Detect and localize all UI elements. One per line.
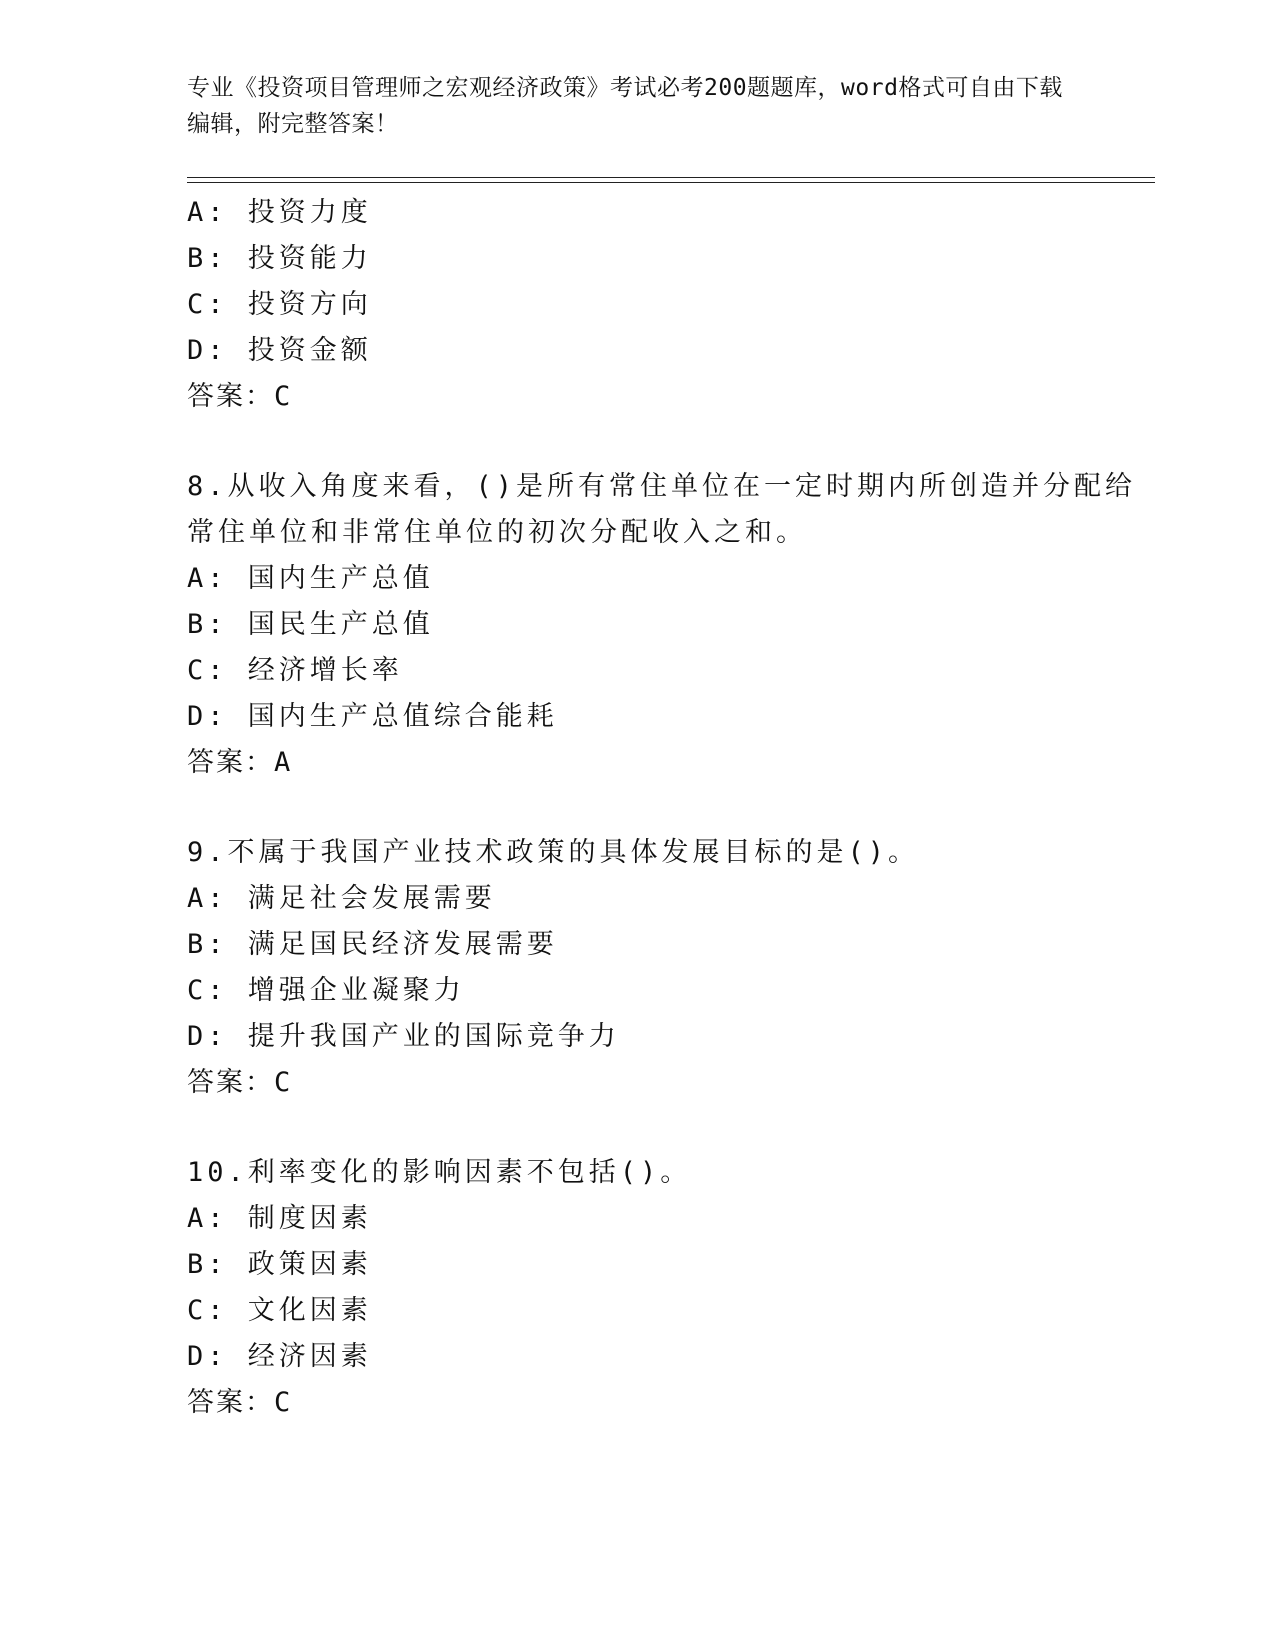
option-d: D: 提升我国产业的国际竞争力 bbox=[187, 1021, 620, 1052]
answer-value: C bbox=[274, 1067, 291, 1098]
option-a: A: 投资力度 bbox=[187, 197, 372, 228]
option-a: A: 满足社会发展需要 bbox=[187, 883, 496, 914]
option-a: A: 制度因素 bbox=[187, 1203, 372, 1234]
answer-label: 答案： bbox=[187, 1067, 274, 1098]
option-c: C: 增强企业凝聚力 bbox=[187, 975, 465, 1006]
answer-value: A bbox=[274, 747, 291, 778]
answer-line bbox=[187, 374, 1087, 420]
question-stem-line-1: 8.从收入角度来看，()是所有常住单位在一定时期内所创造并分配给 bbox=[187, 471, 1137, 502]
option-a: A: 国内生产总值 bbox=[187, 563, 434, 594]
answer-value: C bbox=[274, 1387, 291, 1418]
option-b: B: 国民生产总值 bbox=[187, 609, 434, 640]
option-b: B: 政策因素 bbox=[187, 1249, 372, 1280]
answer-label: 答案： bbox=[187, 747, 274, 778]
answer-label: 答案： bbox=[187, 381, 274, 412]
option-c: C: 经济增长率 bbox=[187, 655, 403, 686]
question-stem-line-1: 9.不属于我国产业技术政策的具体发展目标的是()。 bbox=[187, 837, 920, 868]
question-stem-line-2: 常住单位和非常住单位的初次分配收入之和。 bbox=[187, 517, 807, 548]
question-block-10 bbox=[187, 1150, 1087, 1426]
question-list bbox=[187, 190, 1137, 1426]
answer-label: 答案： bbox=[187, 1387, 274, 1418]
question-stem-line-1: 10.利率变化的影响因素不包括()。 bbox=[187, 1157, 692, 1188]
question-block-8 bbox=[187, 464, 1137, 786]
option-c: C: 投资方向 bbox=[187, 289, 372, 320]
option-d: D: 国内生产总值综合能耗 bbox=[187, 701, 558, 732]
answer-line bbox=[187, 1380, 1087, 1426]
option-d: D: 经济因素 bbox=[187, 1341, 372, 1372]
header-divider-bottom bbox=[187, 182, 1155, 183]
option-c: C: 文化因素 bbox=[187, 1295, 372, 1326]
question-block-7-partial bbox=[187, 190, 1087, 420]
header-divider-top bbox=[187, 177, 1155, 178]
option-d: D: 投资金额 bbox=[187, 335, 372, 366]
answer-line bbox=[187, 1060, 1087, 1106]
option-b: B: 投资能力 bbox=[187, 243, 372, 274]
answer-line bbox=[187, 740, 1087, 786]
answer-value: C bbox=[274, 381, 291, 412]
question-block-9 bbox=[187, 830, 1087, 1106]
option-b: B: 满足国民经济发展需要 bbox=[187, 929, 558, 960]
document-intro: 专业《投资项目管理师之宏观经济政策》考试必考200题题库，word格式可自由下载编辑，附完整答案！ bbox=[187, 75, 1063, 137]
